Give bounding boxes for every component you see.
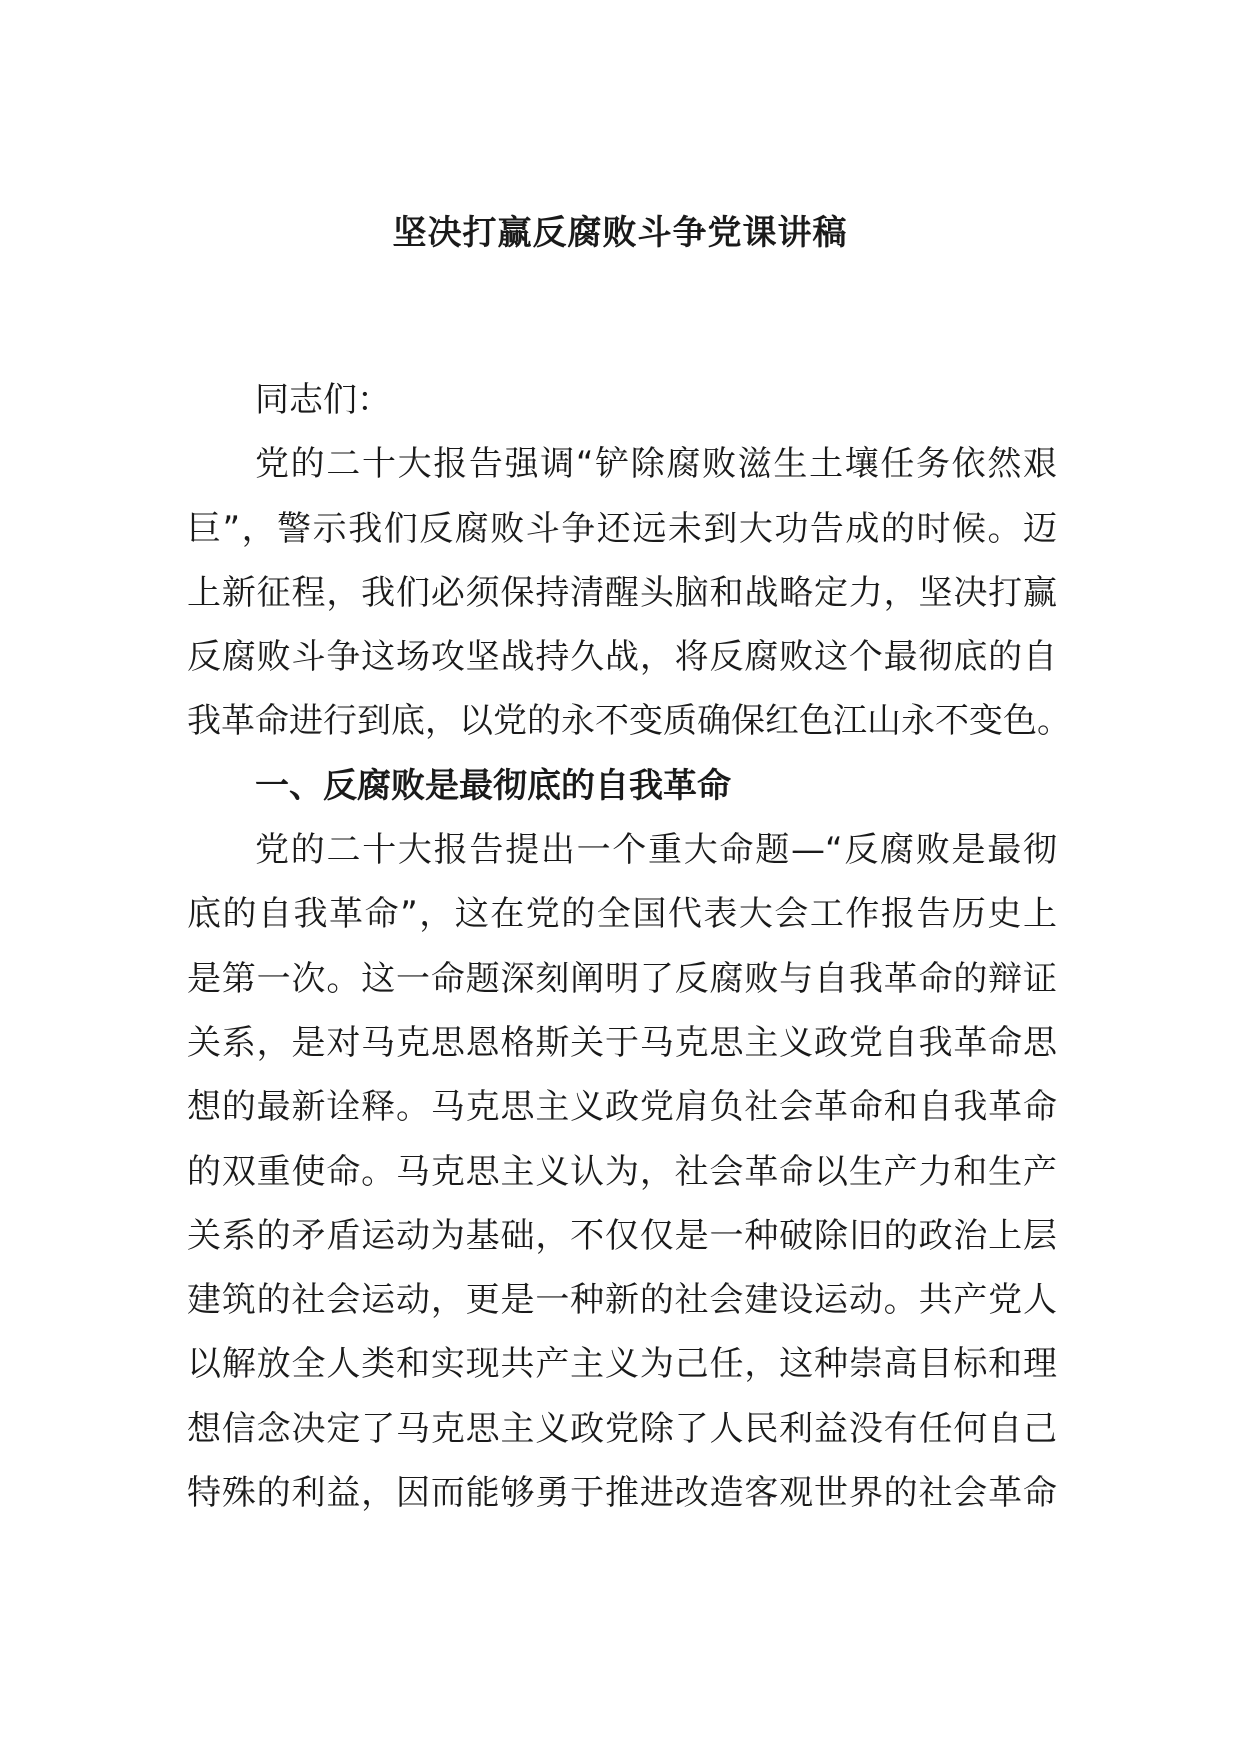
paragraph-line: 以解放全人类和实现共产主义为己任，这种崇高目标和理: [187, 1344, 1057, 1385]
document-body: [187, 368, 1071, 1525]
paragraph-line: 党的二十大报告强调“铲除腐败滋生土壤任务依然艰: [255, 444, 1057, 485]
paragraph-line: 我革命进行到底，以党的永不变质确保红色江山永不变色。: [187, 701, 1071, 742]
paragraph-line: 是第一次。这一命题深刻阐明了反腐败与自我革命的辩证: [187, 958, 1057, 999]
paragraph-line: 底的自我革命”，这在党的全国代表大会工作报告历史上: [187, 894, 1057, 935]
paragraph-line: 想的最新诠释。马克思主义政党肩负社会革命和自我革命: [187, 1087, 1057, 1128]
paragraph-line: 反腐败斗争这场攻坚战持久战，将反腐败这个最彻底的自: [187, 637, 1057, 678]
paragraph-line: 上新征程，我们必须保持清醒头脑和战略定力，坚决打赢: [187, 572, 1057, 613]
paragraph-line: 特殊的利益，因而能够勇于推进改造客观世界的社会革命: [187, 1473, 1057, 1514]
section-heading: 一、反腐败是最彻底的自我革命: [255, 765, 731, 806]
paragraph-line: 想信念决定了马克思主义政党除了人民利益没有任何自己: [187, 1408, 1057, 1449]
paragraph-line: 关系的矛盾运动为基础，不仅仅是一种破除旧的政治上层: [187, 1215, 1057, 1256]
paragraph-line: 党的二十大报告提出一个重大命题—“反腐败是最彻: [255, 830, 1057, 871]
document-title: 坚决打赢反腐败斗争党课讲稿: [392, 213, 848, 253]
paragraph-line: 巨”，警示我们反腐败斗争还远未到大功告成的时候。迈: [187, 508, 1057, 549]
paragraph-line: 同志们：: [255, 380, 391, 420]
paragraph-line: 建筑的社会运动，更是一种新的社会建设运动。共产党人: [187, 1280, 1057, 1321]
paragraph-line: 的双重使命。马克思主义认为，社会革命以生产力和生产: [187, 1151, 1057, 1192]
paragraph-line: 关系，是对马克思恩格斯关于马克思主义政党自我革命思: [187, 1022, 1057, 1063]
